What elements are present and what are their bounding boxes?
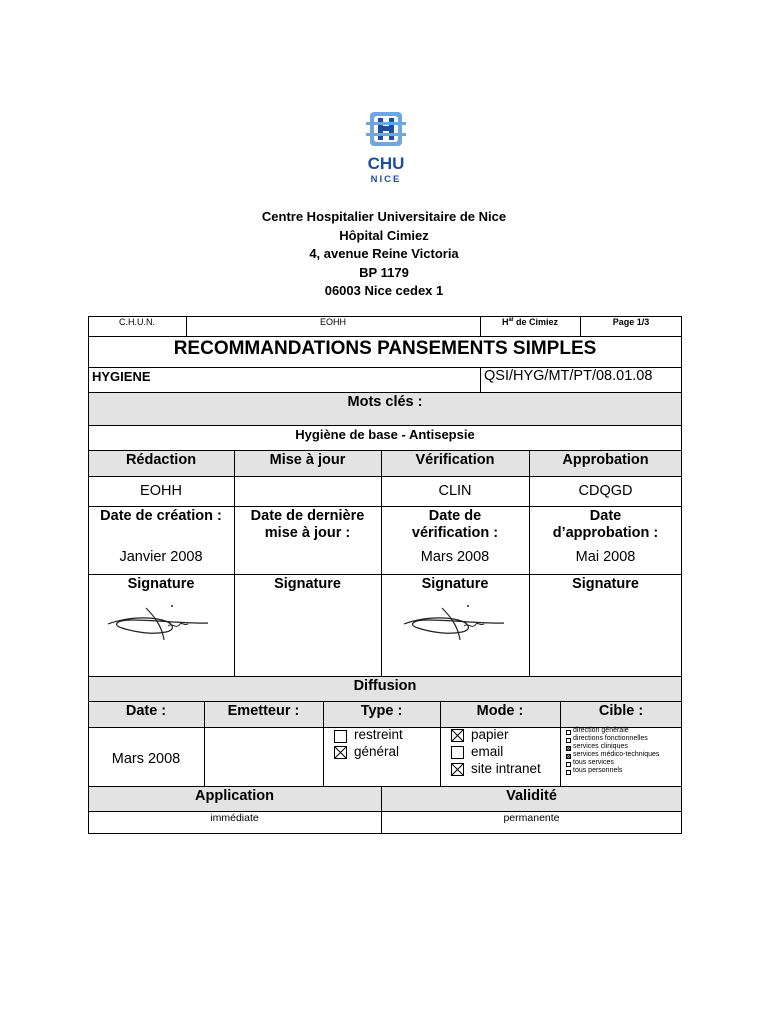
cible-option-label: tous services [573,759,614,766]
application-value: immédiate [210,812,259,824]
address-line: Hôpital Cimiez [339,227,429,243]
divider [234,450,235,676]
mode-option-label: email [471,744,504,759]
cible-checkbox[interactable] [566,754,571,759]
diffusion-header: Date : [125,703,167,719]
logo-subtext: NICE [370,174,402,185]
signature-label: Signature [421,576,489,592]
workflow-header: Vérification [415,452,495,468]
date-label [234,508,381,542]
cible-checkbox[interactable] [566,770,571,775]
checkmark-x-icon [452,730,463,741]
type-restreint-checkbox[interactable] [334,730,347,743]
mode-option-label: site intranet [471,761,541,776]
divider [480,367,481,392]
workflow-header: Mise à jour [269,452,346,468]
org-code: C.H.U.N. [119,317,155,327]
hospital-emblem-icon [356,108,416,154]
site-suffix: de Cimiez [513,317,559,327]
type-option-label: restreint [354,727,403,742]
hospital-address [0,208,768,301]
document-category: HYGIENE [92,369,151,384]
date-label-line: Date [589,508,622,524]
cible-checkbox[interactable] [566,762,571,767]
date-label [529,508,682,542]
workflow-value: CDQGD [578,483,633,499]
diffusion-title: Diffusion [353,678,417,694]
workflow-value: CLIN [438,483,472,499]
site-name [480,317,580,327]
cible-option-label: services médico-techniques [573,751,660,758]
date-label-line: mise à jour : [264,525,351,541]
chu-nice-logo [356,108,416,188]
cible-option-label: directions fonctionnelles [573,735,648,742]
divider [88,476,682,477]
date-label-line: d’approbation : [552,525,659,541]
divider [88,336,682,337]
divider [88,786,682,787]
diffusion-header: Emetteur : [227,703,300,719]
application-label: Application [195,788,274,804]
keywords-label: Mots clés : [347,394,423,410]
page-number: Page 1/3 [612,317,650,327]
diffusion-date: Mars 2008 [111,751,181,767]
divider [88,506,682,507]
address-line: 4, avenue Reine Victoria [309,246,459,261]
address-line: 06003 Nice cedex 1 [324,283,444,298]
date-label [381,508,529,542]
logo-text: CHU [367,154,405,173]
date-value: Mai 2008 [575,549,636,565]
checkmark-x-icon [335,747,346,758]
document-reference: QSI/HYG/MT/PT/08.01.08 [484,368,653,384]
date-value: Mars 2008 [420,549,490,565]
mode-intranet-checkbox[interactable] [451,763,464,776]
cible-option-label: services cliniques [573,743,628,750]
checkmark-x-icon [567,755,570,758]
cible-checkbox[interactable] [566,730,571,735]
address-line: BP 1179 [359,264,409,280]
date-label-line: vérification : [411,525,499,541]
validity-label: Validité [506,788,557,804]
team-code: EOHH [319,317,346,327]
date-value: Janvier 2008 [119,549,203,565]
divider [88,450,682,451]
diffusion-header: Cible : [598,703,644,719]
date-label-line: Date de [428,508,482,524]
type-option-label: général [354,744,400,759]
cible-option-label: tous personnels [573,767,623,774]
checkmark-x-icon [452,764,463,775]
mode-papier-checkbox[interactable] [451,729,464,742]
mode-option-label: papier [471,727,509,742]
document-title: RECOMMANDATIONS PANSEMENTS SIMPLES [173,338,597,359]
signature-label: Signature [127,576,195,592]
handwritten-signature [400,602,510,642]
signature-label: Signature [274,576,341,592]
cible-checkbox[interactable] [566,738,571,743]
cible-checkbox[interactable] [566,746,571,751]
address-line: Centre Hospitalier Universitaire de Nice [261,209,507,224]
divider [88,574,682,575]
divider [88,676,682,677]
diffusion-header: Mode : [476,703,524,719]
date-label-line: Date de dernière [250,508,365,524]
date-label [88,508,234,525]
workflow-value: EOHH [140,483,182,499]
date-label-line: Date de création : [100,508,222,524]
site-sup: al [508,317,514,323]
divider [88,392,682,393]
workflow-header: Approbation [562,452,649,468]
cible-option-label: direction générale [573,727,629,734]
keywords-value: Hygiène de base - Antisepsie [295,427,475,442]
divider [88,701,682,702]
workflow-header: Rédaction [125,452,197,468]
handwritten-signature [104,602,214,642]
type-general-checkbox[interactable] [334,746,347,759]
site-prefix: H [501,317,509,327]
validity-value: permanente [503,812,560,824]
divider [88,425,682,426]
mode-email-checkbox[interactable] [451,746,464,759]
checkmark-x-icon [567,747,570,750]
diffusion-header: Type : [360,703,403,719]
signature-label: Signature [572,576,639,592]
